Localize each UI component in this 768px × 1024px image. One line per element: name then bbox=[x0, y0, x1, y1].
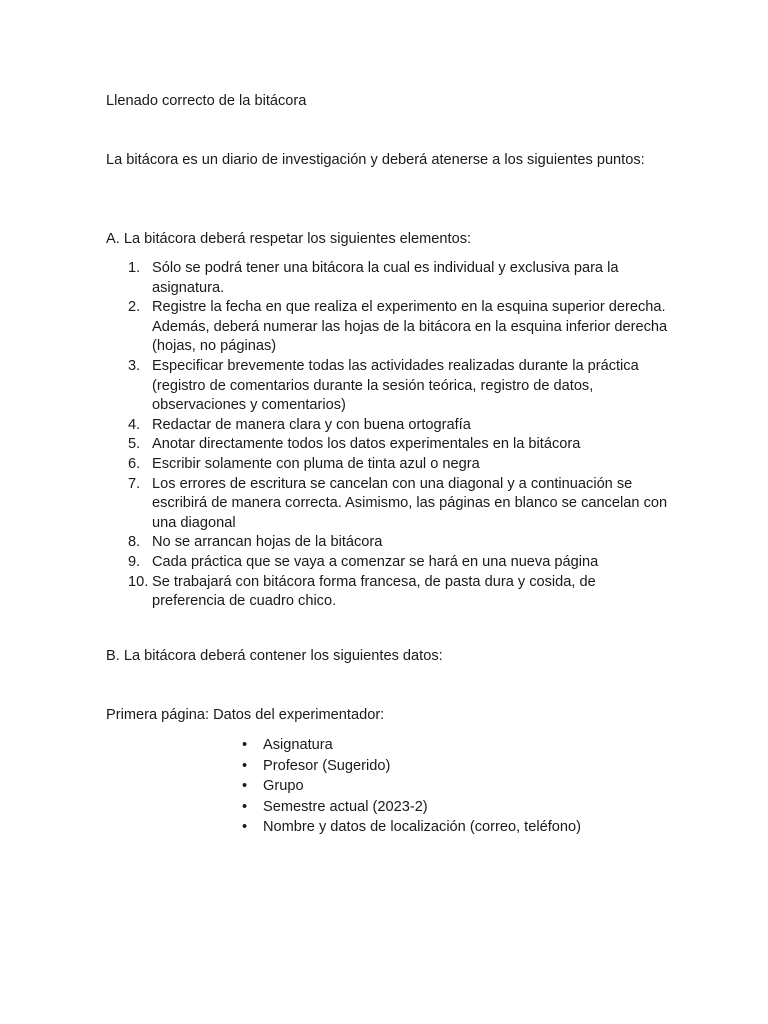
section-a-item bbox=[128, 455, 668, 475]
list-item bbox=[242, 735, 642, 756]
item-number: 10. bbox=[128, 573, 149, 590]
item-number: 9. bbox=[128, 553, 141, 570]
item-text: Registre la fecha en que realiza el experimento en la esquina superior derecha. Además, deberá numerar las hojas de la bitácora en la esquina inferior derecha (hojas, no páginas) bbox=[152, 299, 668, 355]
section-a-item bbox=[128, 573, 668, 612]
bullet-icon: • bbox=[242, 819, 248, 835]
list-item-text: Asignatura bbox=[263, 737, 333, 753]
list-item bbox=[242, 776, 642, 797]
item-number: 5. bbox=[128, 436, 141, 453]
list-item-text: Nombre y datos de localización (correo, teléfono) bbox=[263, 819, 581, 835]
section-a-item bbox=[128, 435, 668, 455]
item-text: Redactar de manera clara y con buena ortografía bbox=[152, 416, 471, 433]
item-number: 8. bbox=[128, 534, 141, 551]
item-text: Especificar brevemente todas las actividades realizadas durante la práctica (registro de comentarios durante la sesión teórica, registro de datos, observaciones y comentarios) bbox=[152, 357, 639, 414]
section-a-item bbox=[128, 298, 668, 357]
item-number: 6. bbox=[128, 455, 141, 472]
item-text: Sólo se podrá tener una bitácora la cual es individual y exclusiva para la asignatura. bbox=[152, 260, 619, 296]
list-item bbox=[242, 756, 642, 777]
item-text: Anotar directamente todos los datos experimentales en la bitácora bbox=[152, 436, 581, 453]
list-item-text: Profesor (Sugerido) bbox=[263, 757, 391, 774]
bullet-icon: • bbox=[242, 778, 248, 794]
item-text: Los errores de escritura se cancelan con una diagonal y a continuación se escribirá de manera correcta. Asimismo, las páginas en blanco se cancelan con una diagonal bbox=[152, 475, 668, 531]
item-number: 1. bbox=[128, 260, 141, 276]
section-a-item bbox=[128, 553, 668, 573]
list-item bbox=[242, 797, 642, 818]
section-a-heading: A. La bitácora deberá respetar los siguientes elementos: bbox=[106, 231, 472, 247]
section-a-item bbox=[128, 259, 668, 298]
item-number: 7. bbox=[128, 475, 141, 492]
section-a-item bbox=[128, 533, 668, 553]
bullet-icon: • bbox=[242, 798, 248, 815]
list-item-text: Semestre actual (2023-2) bbox=[263, 798, 428, 815]
list-item-text: Grupo bbox=[263, 778, 304, 794]
bullet-icon: • bbox=[242, 757, 248, 774]
experimenter-data-list bbox=[242, 735, 642, 838]
first-page-heading: Primera página: Datos del experimentador: bbox=[106, 707, 385, 723]
section-a-list bbox=[128, 259, 668, 612]
document-title: Llenado correcto de la bitácora bbox=[106, 93, 307, 109]
item-text: Escribir solamente con pluma de tinta azul o negra bbox=[152, 455, 480, 472]
item-text: Cada práctica que se vaya a comenzar se hará en una nueva página bbox=[152, 553, 599, 570]
item-text: Se trabajará con bitácora forma francesa, de pasta dura y cosida, de preferencia de cuadro chico. bbox=[152, 573, 596, 610]
intro-paragraph: La bitácora es un diario de investigación y deberá atenerse a los siguientes puntos: bbox=[106, 152, 645, 168]
section-b-heading: B. La bitácora deberá contener los siguientes datos: bbox=[106, 648, 443, 664]
item-number: 4. bbox=[128, 416, 141, 433]
item-number: 2. bbox=[128, 299, 141, 316]
item-number: 3. bbox=[128, 357, 141, 374]
item-text: No se arrancan hojas de la bitácora bbox=[152, 534, 383, 551]
section-a-item bbox=[128, 416, 668, 436]
section-a-item bbox=[128, 475, 668, 534]
bullet-icon: • bbox=[242, 737, 248, 753]
list-item bbox=[242, 817, 642, 838]
section-a-item bbox=[128, 357, 668, 416]
